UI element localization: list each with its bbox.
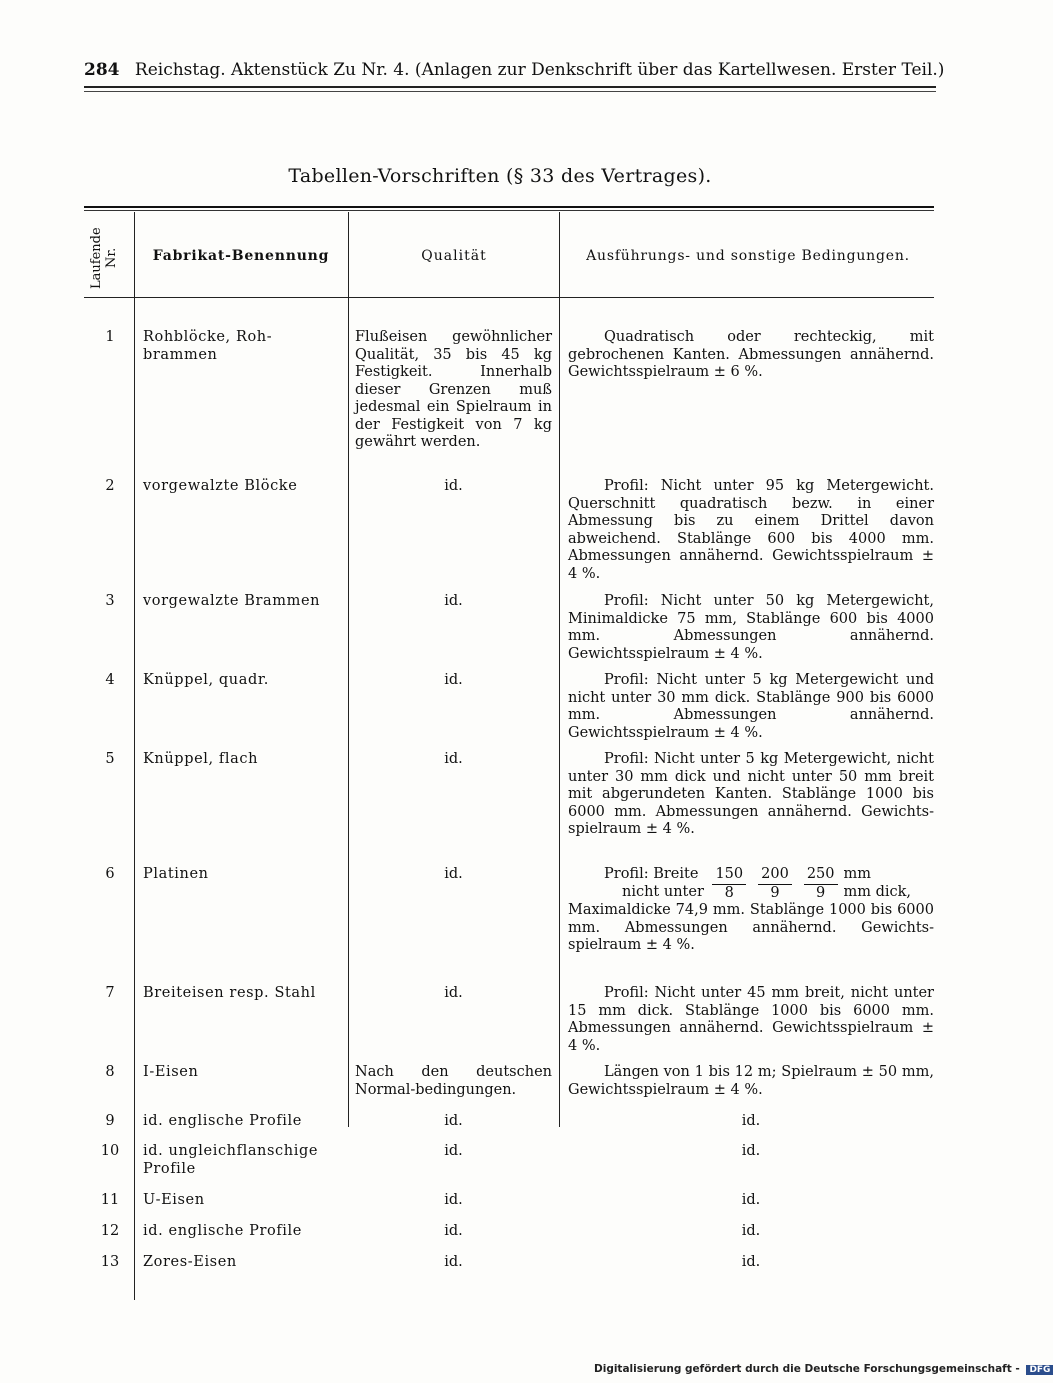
quality-text: id. — [444, 1113, 463, 1129]
column-divider — [559, 212, 560, 1127]
table-top-rule-thin — [84, 210, 934, 211]
column-divider — [348, 212, 349, 1127]
header-rule-thin — [84, 91, 936, 92]
product-name: vorgewalzte Brammen — [143, 593, 321, 609]
conditions-text: id. — [741, 1223, 761, 1239]
product-name: Platinen — [143, 866, 209, 882]
width-value: 150 — [712, 866, 746, 885]
row-number: 2 — [105, 478, 115, 494]
row-number: 8 — [105, 1064, 115, 1080]
table-header-rule — [84, 297, 934, 298]
row-number: 12 — [100, 1223, 120, 1239]
product-name: Knüppel, flach — [143, 751, 259, 767]
unit-labels — [844, 866, 912, 901]
conditions-text: id. — [741, 1192, 761, 1208]
quality-text: id. — [444, 1254, 463, 1270]
conditions-text: Profil: Nicht unter 95 kg Metergewicht. Querschnitt quadratisch bezw. in einer Abmessung bis zu einem Drittel davon abweichend. Stablänge 600 bis 4000 mm. Abmessungen annähernd. Gewichtsspielraum ± 4 %. — [568, 478, 934, 582]
conditions-text: Profil: Nicht unter 50 kg Metergewicht, Minimaldicke 75 mm, Stablänge 600 bis 4000 mm. Abmessungen annähernd. Gewichtsspielraum ± 4 %. — [568, 593, 934, 662]
row-number: 10 — [100, 1143, 120, 1159]
width-fraction — [804, 866, 838, 902]
conditions-text: Profil: Nicht unter 5 kg Metergewicht, nicht unter 30 mm dick und nicht unter 50 mm breit mit abgerundeten Kanten. Stablänge 1000 bis 6000 mm. Abmessungen annähernd. Gewichts-spielraum ± 4 %. — [568, 751, 934, 837]
row-number: 4 — [105, 672, 115, 688]
table-top-rule — [84, 206, 934, 208]
column-divider — [134, 212, 135, 1300]
thickness-value: 9 — [816, 884, 826, 901]
running-header — [84, 60, 945, 80]
row-number: 9 — [105, 1113, 115, 1129]
quality-text: id. — [444, 985, 463, 1001]
thickness-value: 8 — [724, 884, 734, 901]
column-header-quality: Qualität — [421, 248, 487, 264]
quality-text: id. — [444, 1192, 463, 1208]
quality-text: id. — [444, 478, 463, 494]
digitization-credit — [594, 1363, 1053, 1375]
quality-text: Nach den deutschen Normal-bedingungen. — [355, 1064, 552, 1098]
conditions-text: Profil: Breite — [604, 866, 699, 882]
width-value: 200 — [758, 866, 792, 885]
column-header-name: Fabrikat-Benennung — [152, 248, 330, 264]
product-name: I-Eisen — [143, 1064, 199, 1080]
row-number: 3 — [105, 593, 115, 609]
quality-text: id. — [444, 593, 463, 609]
conditions-text: Profil: Nicht unter 45 mm breit, nicht unter 15 mm dick. Stablänge 1000 bis 6000 mm. Abmessungen annähernd. Gewichtsspielraum ± 4 %. — [568, 985, 934, 1054]
width-fraction — [758, 866, 792, 902]
product-name: id. englische Profile — [143, 1113, 302, 1129]
quality-text: id. — [444, 751, 463, 767]
row-number: 5 — [105, 751, 115, 767]
conditions-block — [568, 866, 934, 955]
quality-text: id. — [444, 1223, 463, 1239]
product-name: Knüppel, quadr. — [143, 672, 270, 688]
credit-text: Digitalisierung gefördert durch die Deutsche Forschungsgemeinschaft - — [594, 1363, 1020, 1375]
conditions-text: id. — [741, 1254, 761, 1270]
product-name: id. englische Profile — [143, 1223, 302, 1239]
conditions-text: id. — [741, 1143, 761, 1159]
running-title: Reichstag. Aktenstück Zu Nr. 4. (Anlagen zur Denkschrift über das Kartellwesen. Erster Teil.) — [134, 60, 945, 80]
row-number: 11 — [100, 1192, 120, 1208]
dfg-logo: DFG — [1026, 1365, 1053, 1375]
unit-label: mm dick, — [843, 883, 912, 900]
conditions-text: Maximaldicke 74,9 mm. Stablänge 1000 bis 6000 mm. Abmessungen annähernd. Gewichts-spielraum ± 4 %. — [568, 902, 934, 953]
product-name: Rohblöcke, Roh-brammen — [143, 329, 273, 363]
product-name: id. ungleichflanschige Profile — [143, 1143, 319, 1177]
conditions-text: Längen von 1 bis 12 m; Spielraum ± 50 mm, Gewichtsspielraum ± 4 %. — [568, 1064, 934, 1098]
row-number: 6 — [105, 866, 115, 882]
table-title: Tabellen-Vorschriften (§ 33 des Vertrages). — [288, 165, 712, 187]
column-header-conditions: Ausführungs- und sonstige Bedingungen. — [586, 248, 910, 264]
product-name: Breiteisen resp. Stahl — [143, 985, 316, 1001]
row-number: 1 — [105, 329, 115, 345]
quality-text: id. — [444, 1143, 463, 1159]
conditions-text: id. — [741, 1113, 761, 1129]
product-name: Zores-Eisen — [143, 1254, 237, 1270]
product-name: vorgewalzte Blöcke — [143, 478, 298, 494]
width-fraction — [712, 866, 746, 902]
conditions-text: Profil: Nicht unter 5 kg Metergewicht und nicht unter 30 mm dick. Stablänge 900 bis 6000 mm. Abmessungen annähernd. Gewichtsspielraum ± 4 %. — [568, 672, 934, 741]
column-header-nr: Laufende Nr. — [89, 227, 119, 289]
thickness-value: 9 — [770, 884, 780, 901]
product-name: U-Eisen — [143, 1192, 205, 1208]
quality-text: id. — [444, 672, 463, 688]
page-number: 284 — [84, 60, 120, 80]
row-number: 7 — [105, 985, 115, 1001]
quality-text: Flußeisen gewöhnlicher Qualität, 35 bis 45 kg Festigkeit. Innerhalb dieser Grenzen muß jedesmal ein Spielraum in der Festigkeit von 7 kg gewährt werden. — [355, 329, 552, 450]
header-rule — [84, 86, 936, 88]
width-value: 250 — [804, 866, 838, 885]
unit-label: mm — [843, 866, 871, 882]
row-number: 13 — [100, 1254, 120, 1270]
conditions-text: nicht unter — [622, 884, 704, 900]
conditions-text: Quadratisch oder rechteckig, mit gebrochenen Kanten. Abmessungen annähernd. Gewichtsspielraum ± 6 %. — [568, 329, 934, 380]
quality-text: id. — [444, 866, 463, 882]
